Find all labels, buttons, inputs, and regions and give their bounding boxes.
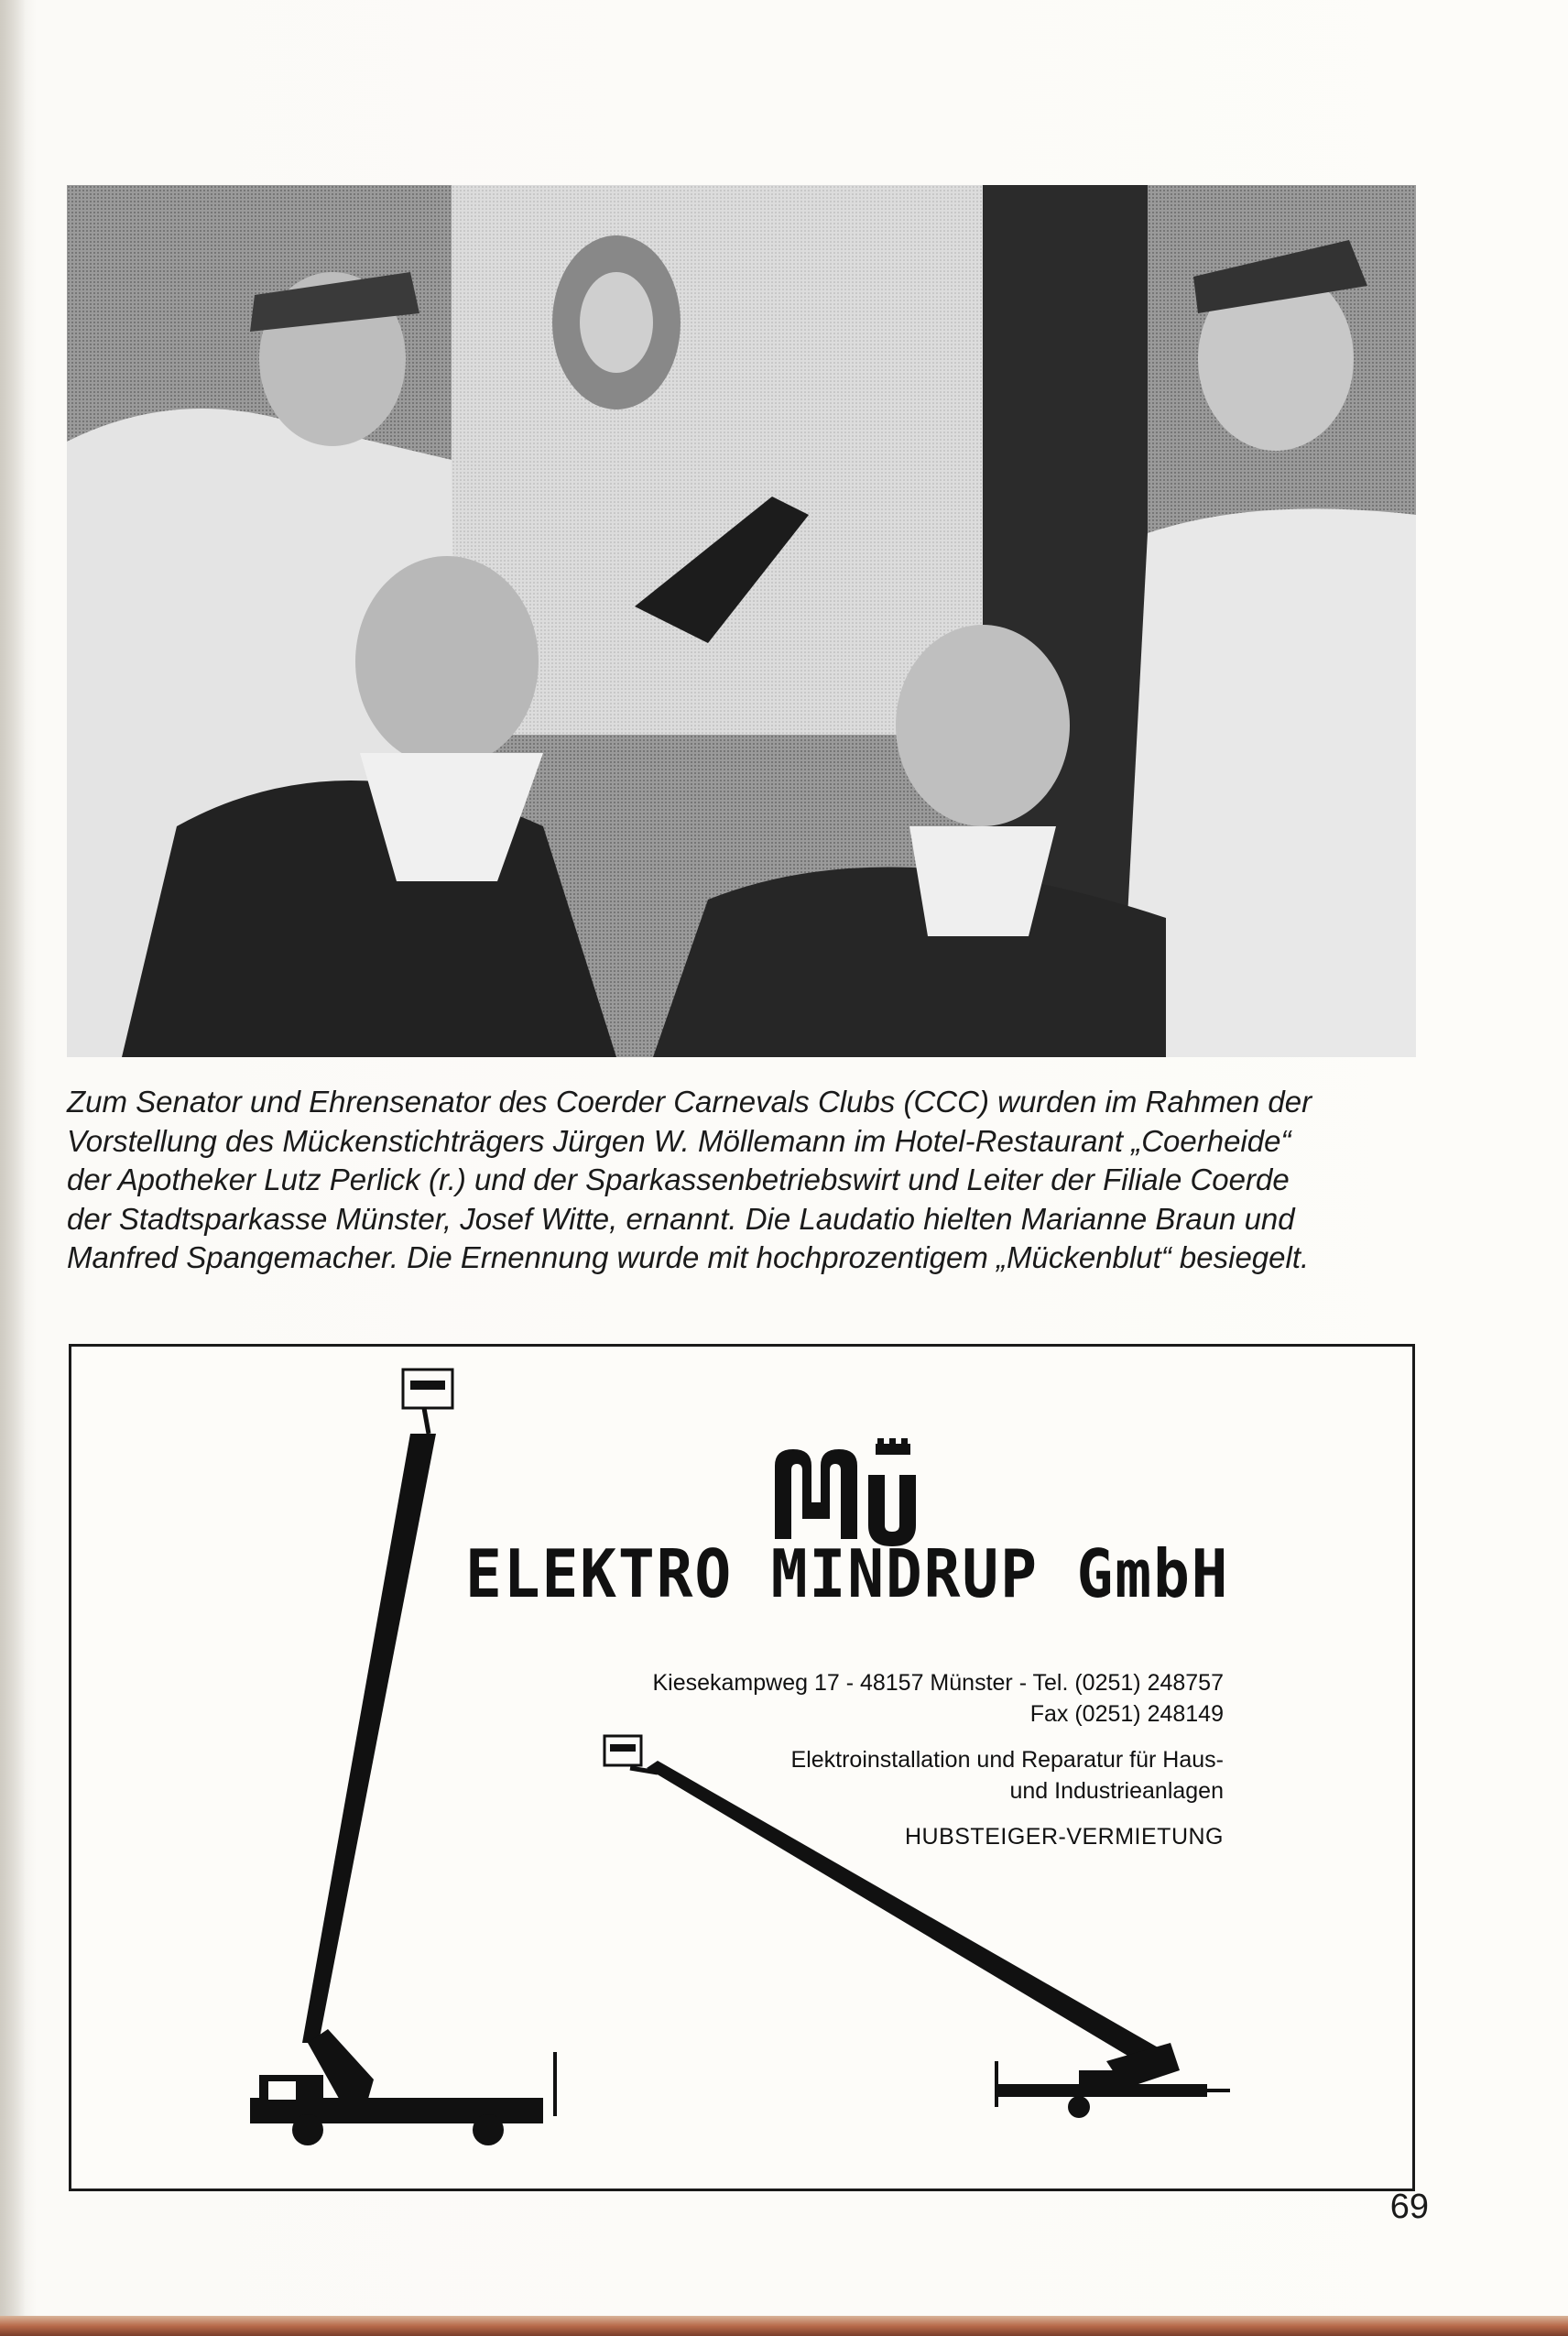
- company-fax: Fax (0251) 248149: [1029, 1701, 1224, 1727]
- photo-caption: [67, 1083, 1416, 1278]
- caption-line: Vorstellung des Mückenstichträgers Jürgen W. Möllemann im Hotel-Restaurant „Coerheide“: [67, 1123, 1291, 1158]
- service-line: Elektroinstallation und Reparatur für Haus-: [790, 1747, 1224, 1773]
- rental-service: HUBSTEIGER-VERMIETUNG: [904, 1824, 1224, 1850]
- caption-line: der Stadtsparkasse Münster, Josef Witte, ernannt. Die Laudatio hielten Marianne Braun und: [67, 1201, 1295, 1236]
- spine-shadow: [0, 0, 26, 2336]
- carnival-photo: [67, 185, 1416, 1057]
- mu-logo-icon: [768, 1438, 969, 1548]
- book-edge: [0, 2316, 1568, 2336]
- service-line: und Industrieanlagen: [1009, 1778, 1224, 1804]
- company-address: Kiesekampweg 17 - 48157 Münster - Tel. (0251) 248757: [652, 1670, 1224, 1696]
- caption-line: der Apotheker Lutz Perlick (r.) und der Sparkassenbetriebswirt und Leiter der Filiale Coerde: [67, 1163, 1290, 1196]
- truck-lift-icon: [250, 1370, 555, 2145]
- page-number: 69: [1389, 2188, 1429, 2226]
- caption-line: Manfred Spangemacher. Die Ernennung wurde mit hochprozentigem „Mückenblut“ besiegelt.: [67, 1240, 1310, 1274]
- photo-illustration: [67, 185, 1416, 1057]
- advertisement-box: [69, 1344, 1415, 2191]
- caption-line: Zum Senator und Ehrensenator des Coerder Carnevals Clubs (CCC) wurden im Rahmen der: [67, 1085, 1312, 1119]
- company-name: ELEKTRO MINDRUP GmbH: [465, 1535, 1230, 1612]
